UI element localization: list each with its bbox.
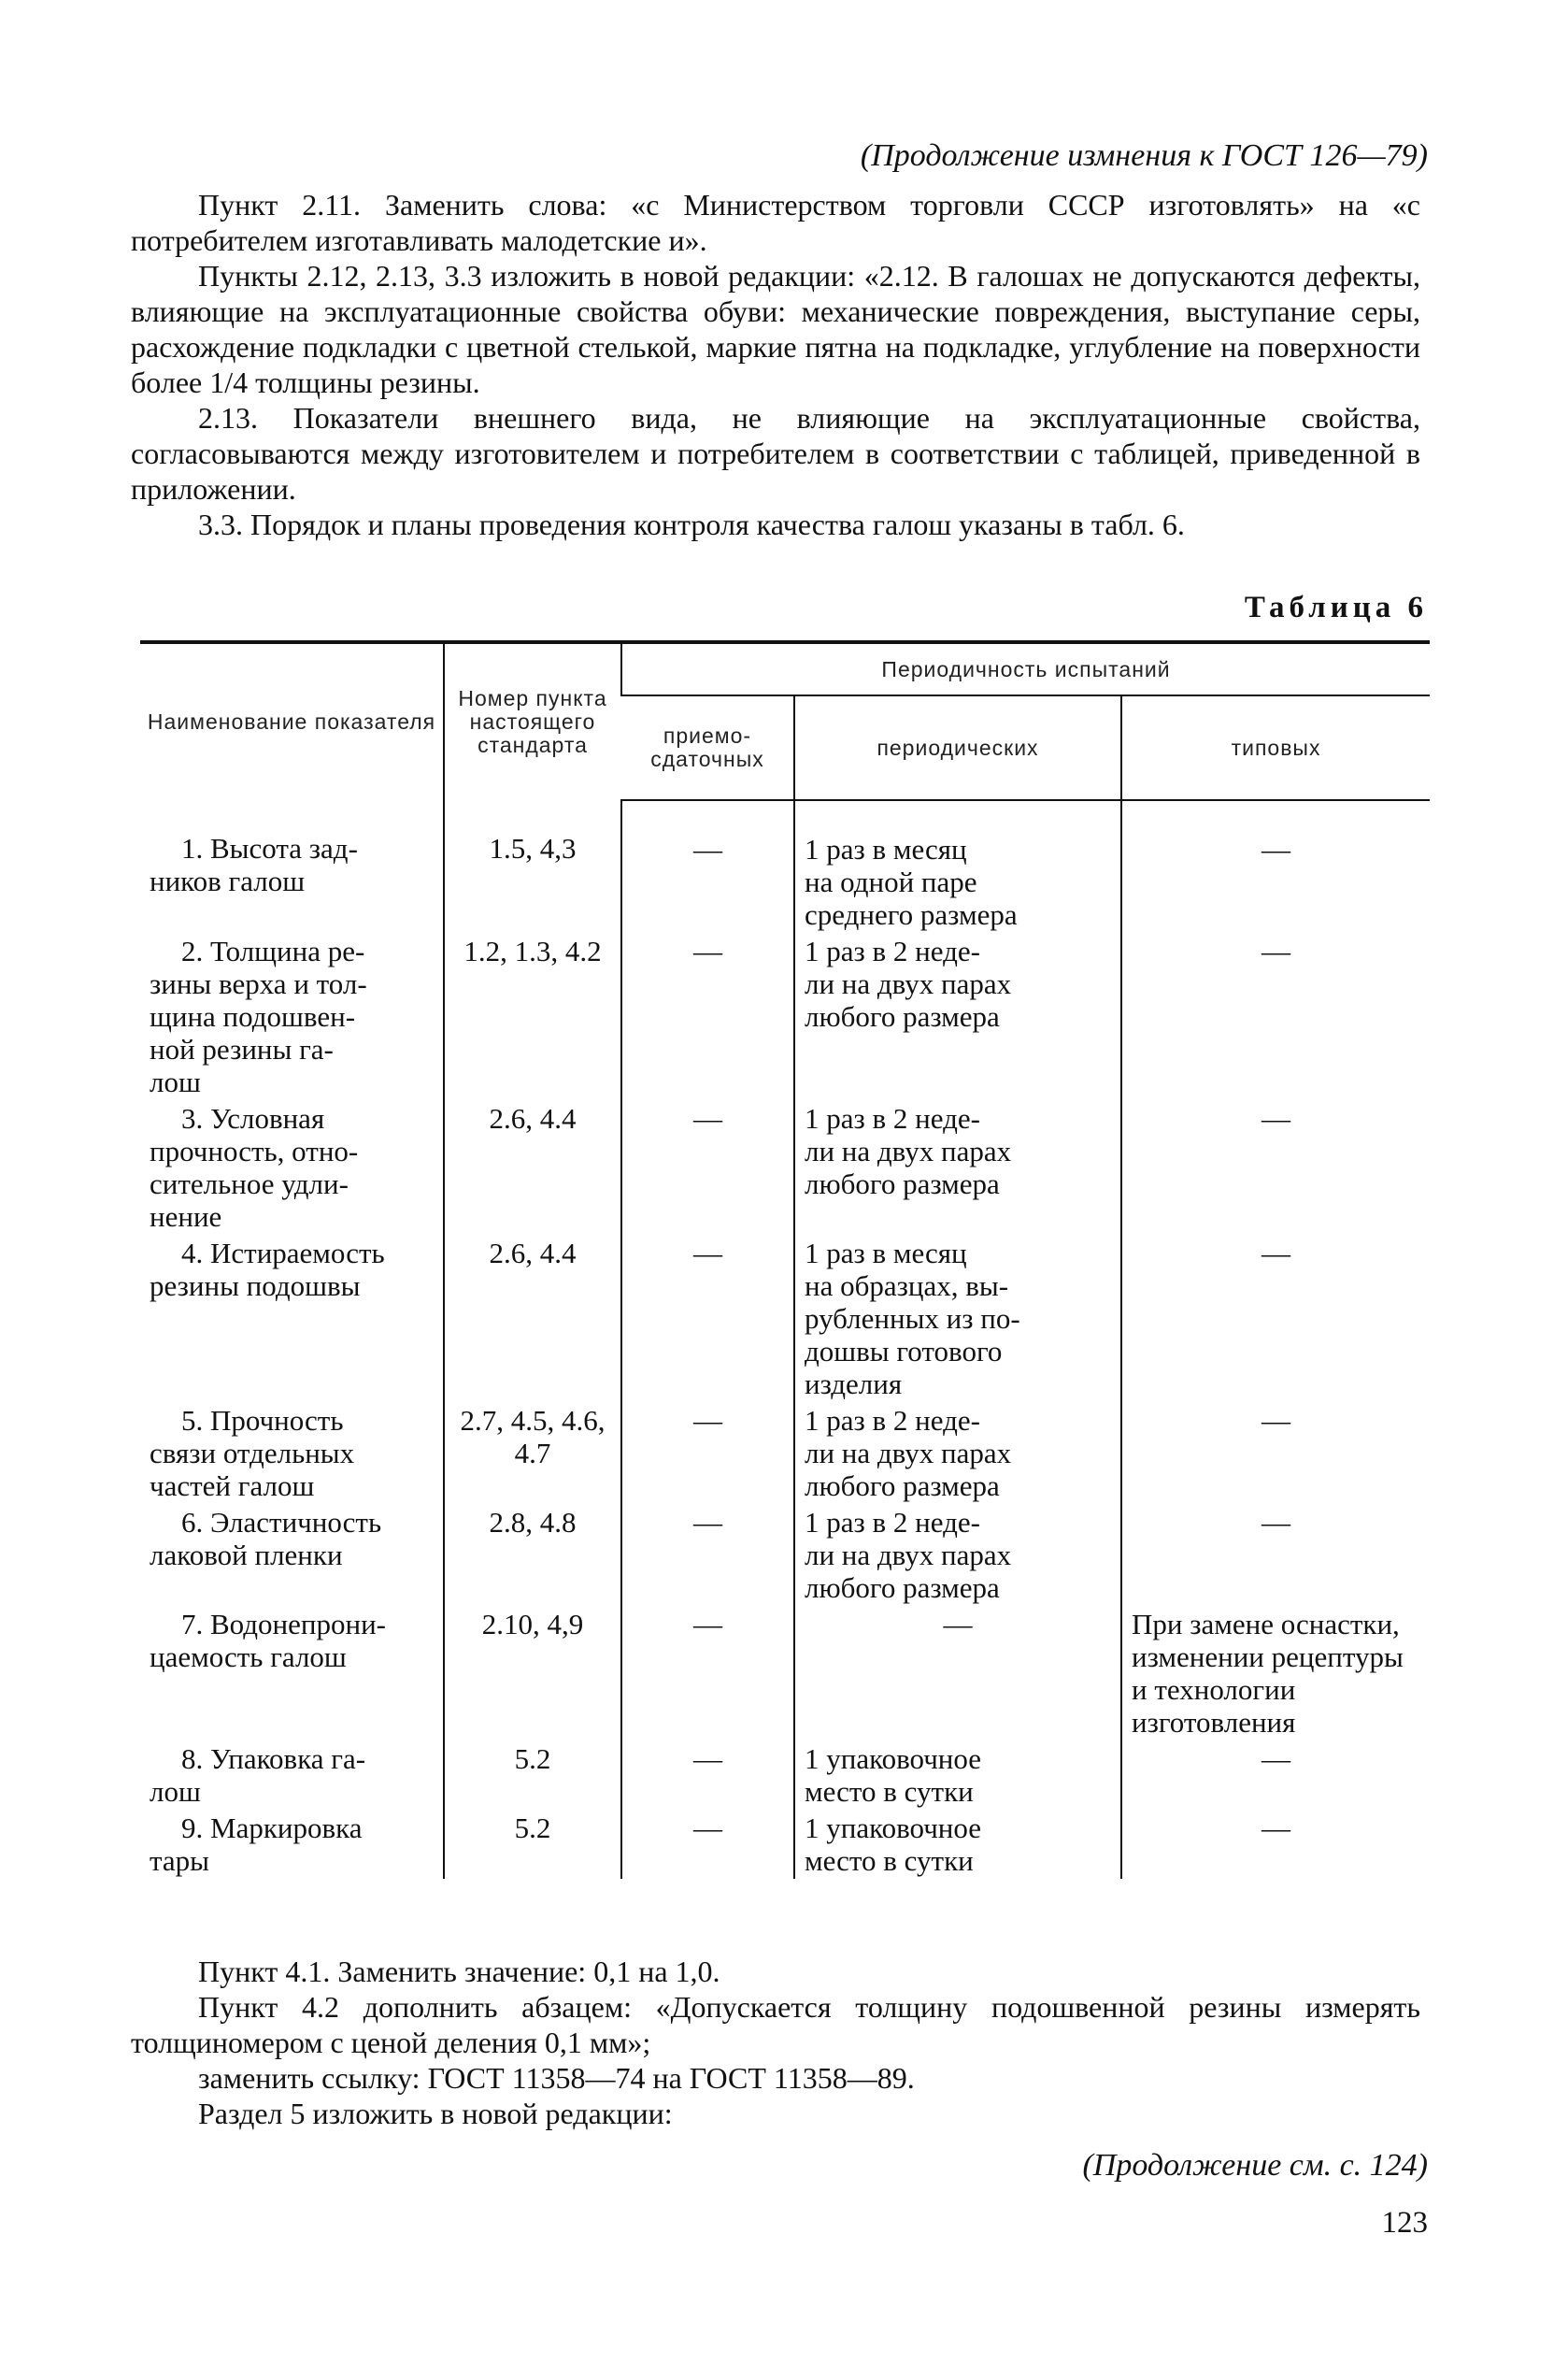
paragraph: Пункты 2.12, 2.13, 3.3 изложить в новой редакции: «2.12. В галошах не допускаются дефекты, влияющие на эксплуатационные свойства обуви: механические повреждения, выступание серы, расхождение подкладки с цветной стелькой, маркие пятна на подкладке, углубление на поверхности более 1/4 толщины резины. xyxy=(131,259,1420,399)
table-row xyxy=(140,933,1430,1100)
periodic-line: ли на двух парах xyxy=(805,1437,1012,1469)
periodic-line: ли на двух парах xyxy=(805,1135,1012,1167)
periodic-line: 1 упаковочное xyxy=(805,1742,982,1775)
cell-acceptance xyxy=(621,1606,794,1740)
paragraph: Пункт 4.2 дополнить абзацем: «Допускается толщину подошвенной резины измерять толщиномером с ценой деления 0,1 мм»; xyxy=(131,1990,1420,2059)
name-line: зины верха и тол- xyxy=(150,967,367,1000)
cell-typical xyxy=(1121,933,1430,1100)
cell-typical-text: — xyxy=(1262,1404,1290,1437)
cell-name xyxy=(140,800,444,933)
cell-clause-text: 2.7, 4.5, 4.6, 4.7 xyxy=(460,1404,606,1469)
cell-periodic xyxy=(794,1810,1121,1879)
paragraph: Пункт 2.11. Заменить слова: «с Министерством торговли СССР изготовлять» на «с потребителем изготавливать малодетские и». xyxy=(131,188,1420,257)
name-line: ной резины га- xyxy=(150,1033,334,1066)
cell-acceptance-text: — xyxy=(693,1742,722,1775)
name-line: тары xyxy=(150,1844,210,1877)
cell-typical xyxy=(1121,1810,1430,1879)
name-line: связи отдельных xyxy=(150,1437,355,1469)
periodic-line: дошвы готового xyxy=(805,1335,1003,1368)
cell-clause-text: 2.6, 4.4 xyxy=(489,1237,577,1269)
cell-acceptance-text: — xyxy=(693,1812,722,1844)
cell-clause-text: 5.2 xyxy=(514,1812,551,1844)
cell-clause-text: 5.2 xyxy=(514,1742,551,1775)
name-line: 3. Условная xyxy=(181,1102,325,1135)
cell-periodic xyxy=(794,1402,1121,1504)
page-number: 123 xyxy=(1381,2206,1428,2240)
cell-periodic xyxy=(794,1606,1121,1740)
after-table-text xyxy=(131,1954,1420,2131)
cell-acceptance xyxy=(621,1810,794,1879)
cell-periodic xyxy=(794,800,1121,933)
periodic-line: — xyxy=(943,1608,973,1640)
name-line: сительное удли- xyxy=(150,1167,349,1200)
header-periodic: периодических xyxy=(794,695,1121,800)
cell-clause xyxy=(444,1504,621,1606)
paragraph: 3.3. Порядок и планы проведения контроля качества галош указаны в табл. 6. xyxy=(198,508,1185,541)
cell-clause xyxy=(444,1606,621,1740)
cell-acceptance xyxy=(621,933,794,1100)
table-row xyxy=(140,1740,1430,1810)
table-container xyxy=(140,640,1430,1879)
periodic-line: любого размера xyxy=(805,1167,1000,1200)
table-row xyxy=(140,1504,1430,1606)
cell-acceptance-text: — xyxy=(693,1237,722,1269)
paragraph: Пункт 4.1. Заменить значение: 0,1 на 1,0. xyxy=(198,1955,720,1988)
table-row xyxy=(140,1606,1430,1740)
cell-acceptance xyxy=(621,800,794,933)
name-line: 4. Истираемость xyxy=(181,1237,385,1269)
paragraph: Раздел 5 изложить в новой редакции: xyxy=(198,2097,673,2130)
quality-control-table xyxy=(140,640,1430,1879)
periodic-line: 1 раз в 2 неде- xyxy=(805,935,980,967)
cell-acceptance xyxy=(621,1402,794,1504)
name-line: цаемость галош xyxy=(150,1640,347,1673)
cell-name xyxy=(140,1740,444,1810)
cell-acceptance-text: — xyxy=(693,935,722,967)
name-line: 2. Толщина ре- xyxy=(181,935,365,967)
periodic-line: изделия xyxy=(805,1368,903,1400)
cell-periodic xyxy=(794,1740,1121,1810)
cell-clause xyxy=(444,1100,621,1235)
table-row xyxy=(140,1810,1430,1879)
periodic-line: 1 раз в 2 неде- xyxy=(805,1506,980,1539)
periodic-line: рубленных из по- xyxy=(805,1302,1020,1335)
cell-name xyxy=(140,1504,444,1606)
cell-periodic xyxy=(794,933,1121,1100)
name-line: частей галош xyxy=(150,1469,315,1502)
periodic-line: место в сутки xyxy=(805,1775,974,1808)
cell-clause xyxy=(444,933,621,1100)
periodic-line: среднего размера xyxy=(805,898,1018,931)
cell-name xyxy=(140,1100,444,1235)
cell-clause xyxy=(444,1402,621,1504)
cell-clause-text: 2.10, 4,9 xyxy=(481,1608,584,1640)
name-line: 9. Маркировка xyxy=(181,1812,363,1844)
cell-typical-text: — xyxy=(1262,935,1290,967)
cell-typical-text: При замене оснастки, изменении рецептуры и технологии изготовления xyxy=(1132,1608,1404,1739)
cell-typical-text: — xyxy=(1262,1742,1290,1775)
paragraph: 2.13. Показатели внешнего вида, не влияющие на эксплуатационные свойства, согласовываются между изготовителем и потребителем в соответствии с таблицей, приведенной в приложении. xyxy=(131,401,1420,506)
cell-typical-text: — xyxy=(1262,1812,1290,1844)
table-row xyxy=(140,1100,1430,1235)
cell-acceptance xyxy=(621,1235,794,1402)
name-line: лаковой пленки xyxy=(150,1539,343,1571)
name-line: 5. Прочность xyxy=(181,1404,344,1437)
cell-acceptance-text: — xyxy=(693,1506,722,1539)
cell-clause-text: 1.2, 1.3, 4.2 xyxy=(463,935,602,967)
name-line: резины подошвы xyxy=(150,1269,361,1302)
table-row xyxy=(140,1235,1430,1402)
periodic-line: место в сутки xyxy=(805,1844,974,1877)
periodic-line: ли на двух парах xyxy=(805,1539,1012,1571)
cell-name xyxy=(140,1606,444,1740)
cell-name xyxy=(140,1402,444,1504)
header-clause: Номер пункта настоящего стандарта xyxy=(444,642,621,800)
periodic-line: на одной паре xyxy=(805,866,977,898)
cell-periodic xyxy=(794,1100,1121,1235)
cell-typical xyxy=(1121,1606,1430,1740)
periodic-line: любого размера xyxy=(805,1571,1000,1604)
cell-name xyxy=(140,933,444,1100)
cell-typical xyxy=(1121,1402,1430,1504)
cell-acceptance-text: — xyxy=(693,1102,722,1135)
cell-clause xyxy=(444,1740,621,1810)
cell-typical xyxy=(1121,800,1430,933)
periodic-line: ли на двух парах xyxy=(805,967,1012,1000)
periodic-line: на образцах, вы- xyxy=(805,1269,1009,1302)
name-line: 6. Эластичность xyxy=(181,1506,382,1539)
name-line: нение xyxy=(150,1200,222,1233)
periodic-line: 1 раз в месяц xyxy=(805,1237,967,1269)
cell-name xyxy=(140,1810,444,1879)
header-name: Наименование показателя xyxy=(140,642,444,800)
periodic-line: 1 раз в месяц xyxy=(805,833,967,866)
cell-clause-text: 2.6, 4.4 xyxy=(489,1102,577,1135)
paragraph: заменить ссылку: ГОСТ 11358—74 на ГОСТ 11358—89. xyxy=(198,2061,915,2095)
table-caption: Таблица 6 xyxy=(1244,591,1428,624)
name-line: щина подошвен- xyxy=(150,1000,356,1033)
name-line: лош xyxy=(150,1066,201,1098)
periodic-line: 1 раз в 2 неде- xyxy=(805,1404,980,1437)
cell-typical xyxy=(1121,1100,1430,1235)
table-body xyxy=(140,800,1430,1879)
periodic-line: любого размера xyxy=(805,1469,1000,1502)
cell-typical-text: — xyxy=(1262,833,1290,866)
cell-acceptance-text: — xyxy=(693,833,722,866)
cell-clause xyxy=(444,1810,621,1879)
cell-typical xyxy=(1121,1235,1430,1402)
cell-acceptance-text: — xyxy=(693,1404,722,1437)
cell-typical-text: — xyxy=(1262,1102,1290,1135)
header-periodicity: Периодичность испытаний xyxy=(621,642,1430,695)
cell-typical xyxy=(1121,1740,1430,1810)
cell-clause xyxy=(444,800,621,933)
cell-acceptance xyxy=(621,1504,794,1606)
cell-typical-text: — xyxy=(1262,1237,1290,1269)
table-row xyxy=(140,800,1430,933)
cell-typical-text: — xyxy=(1262,1506,1290,1539)
periodic-line: 1 раз в 2 неде- xyxy=(805,1102,980,1135)
header-typical: типовых xyxy=(1121,695,1430,800)
name-line: 8. Упаковка га- xyxy=(181,1742,366,1775)
header-acceptance: приемо-сдаточных xyxy=(621,695,794,800)
cell-typical xyxy=(1121,1504,1430,1606)
name-line: ников галош xyxy=(150,865,306,897)
periodic-line: любого размера xyxy=(805,1000,1000,1033)
cell-name xyxy=(140,1235,444,1402)
cell-clause-text: 1.5, 4,3 xyxy=(489,832,577,865)
table-row xyxy=(140,1402,1430,1504)
name-line: прочность, отно- xyxy=(150,1135,359,1167)
cell-acceptance xyxy=(621,1740,794,1810)
cell-acceptance-text: — xyxy=(693,1608,722,1640)
cell-acceptance xyxy=(621,1100,794,1235)
cell-clause xyxy=(444,1235,621,1402)
continuation-header: (Продолжение измнения к ГОСТ 126—79) xyxy=(860,138,1428,173)
intro-text xyxy=(131,187,1420,542)
name-line: 1. Высота зад- xyxy=(181,832,358,865)
cell-clause-text: 2.8, 4.8 xyxy=(489,1506,577,1539)
continuation-footer: (Продолжение см. с. 124) xyxy=(1082,2148,1428,2183)
name-line: лош xyxy=(150,1775,201,1808)
cell-periodic xyxy=(794,1504,1121,1606)
name-line: 7. Водонепрони- xyxy=(181,1608,386,1640)
periodic-line: 1 упаковочное xyxy=(805,1812,982,1844)
cell-periodic xyxy=(794,1235,1121,1402)
